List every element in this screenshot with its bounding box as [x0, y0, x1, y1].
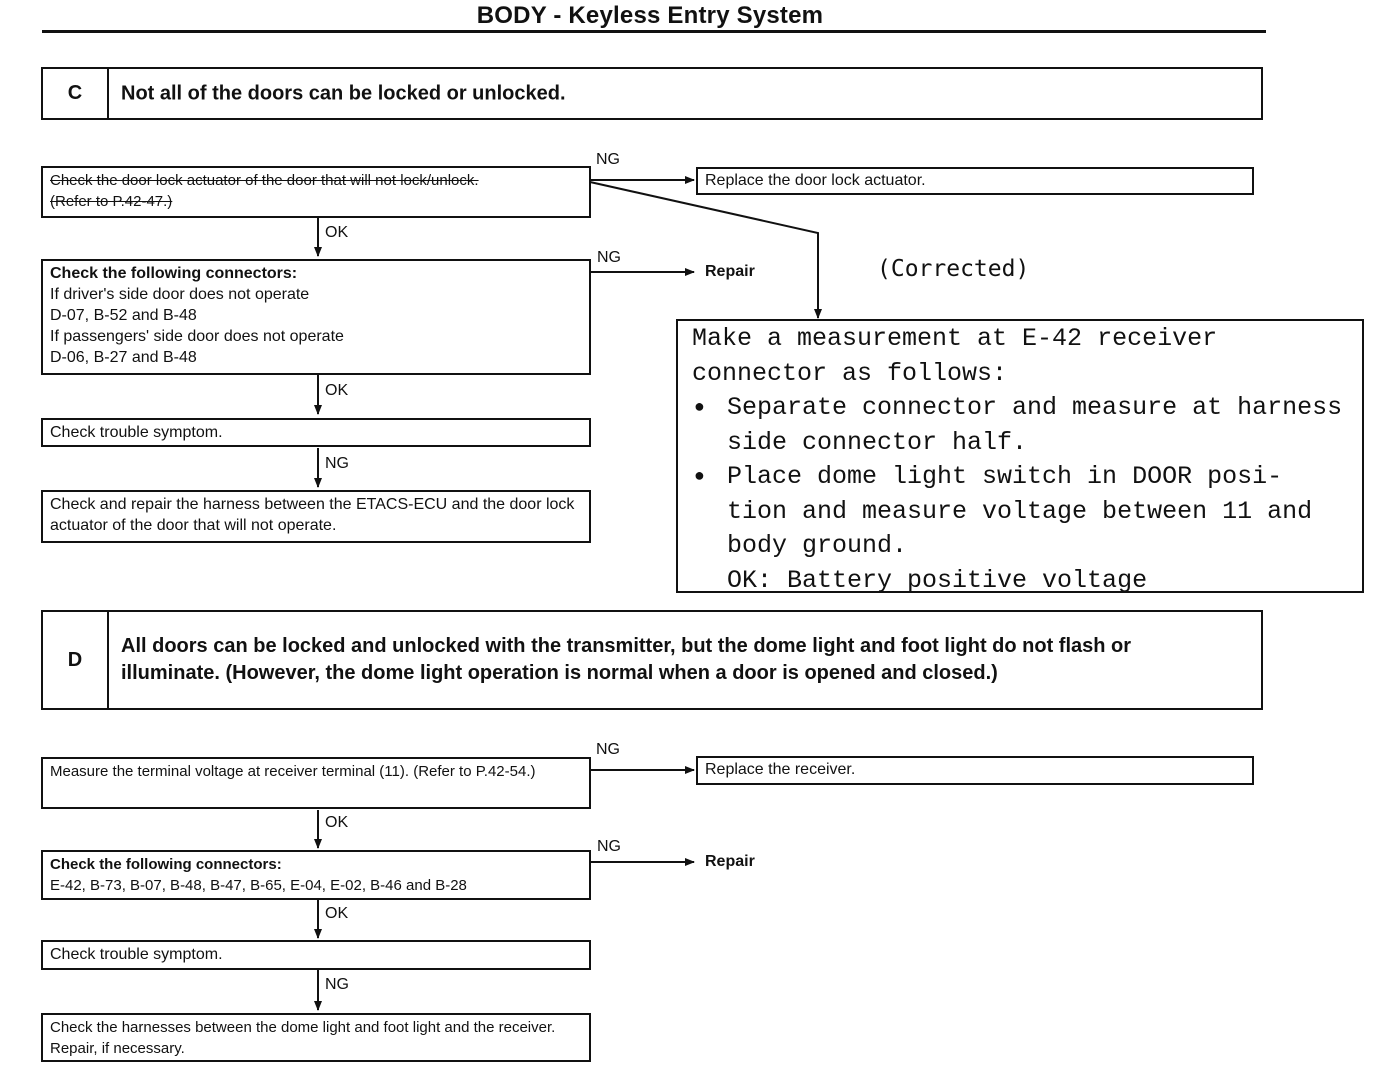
d-replace-receiver-box — [696, 756, 1254, 785]
page-title: BODY - Keyless Entry System — [476, 2, 824, 29]
c-repair-text: Repair — [705, 263, 755, 280]
d-ng2-label: NG — [597, 838, 621, 855]
corrected-ok-line: OK: Battery positive voltage — [727, 565, 1148, 595]
section-c-letter: C — [43, 69, 109, 118]
c-step1-line2: (Refer to P.42-47.) — [50, 193, 173, 210]
corrected-measurement-box — [676, 319, 1364, 593]
c-step4-box — [41, 490, 591, 543]
section-d-letter: D — [43, 612, 109, 708]
d-ng3-label: NG — [325, 976, 349, 993]
section-c-description: Not all of the doors can be locked or unlocked. — [121, 82, 566, 104]
c-step2-line3: If passengers' side door does not operate — [50, 328, 344, 345]
c-ng2-label: NG — [597, 249, 621, 266]
c-replace-actuator-box — [696, 167, 1254, 195]
d-step2-heading: Check the following connectors: — [50, 856, 282, 873]
c-step4-text: Check and repair the harness between the ETACS-ECU and the door lock actuator of the door that will not operate. — [50, 496, 575, 534]
c-step2-line1: If driver's side door does not operate — [50, 286, 310, 303]
section-d-description: All doors can be locked and unlocked with the transmitter, but the dome light and foot light do not flash or illuminate. (However, the dome light operation is normal when a door is opened and closed.) — [121, 635, 1132, 684]
d-step3-box — [41, 940, 591, 970]
corrected-bullets — [692, 391, 1350, 564]
corrected-line2: connector as follows: — [692, 358, 1008, 388]
c-step3-box — [41, 418, 591, 447]
c-ok2-label: OK — [325, 382, 349, 399]
c-ng1-label: NG — [596, 151, 620, 168]
d-step3-text: Check trouble symptom. — [50, 946, 223, 963]
corrected-tag: (Corrected) — [877, 256, 1030, 282]
c-step2-line4: D-06, B-27 and B-48 — [50, 349, 197, 366]
d-step2-box — [41, 850, 591, 900]
corrected-line1: Make a measurement at E-42 receiver — [692, 324, 1218, 353]
c-step1-box — [41, 166, 591, 218]
d-ng1-label: NG — [596, 741, 620, 758]
section-c-header — [41, 67, 1263, 120]
c-step2-heading: Check the following connectors: — [50, 265, 298, 282]
c-step2-box — [41, 259, 591, 375]
d-step2-line1: E-42, B-73, B-07, B-48, B-47, B-65, E-04, E-02, B-46 and B-28 — [50, 877, 467, 894]
d-repair-text: Repair — [705, 853, 755, 870]
d-step1-text: Measure the terminal voltage at receiver terminal (11). (Refer to P.42-54.) — [50, 763, 536, 780]
corrected-bullet2: ● Place dome light switch in DOOR posi- tion and measure voltage between 11 and body ground. — [692, 460, 1350, 564]
c-step3-text: Check trouble symptom. — [50, 424, 223, 441]
c-replace-actuator-text: Replace the door lock actuator. — [705, 172, 926, 189]
c-step2-line2: D-07, B-52 and B-48 — [50, 307, 197, 324]
d-ok1-label: OK — [325, 814, 349, 831]
c-ng3-label: NG — [325, 455, 349, 472]
arrow-c-ng1-corrected — [590, 182, 818, 318]
d-step1-box — [41, 757, 591, 809]
c-ok1-label: OK — [325, 224, 349, 241]
d-step4-text: Check the harnesses between the dome light and foot light and the receiver. Repair, if necessary. — [50, 1019, 556, 1057]
c-step1-line1: Check the door lock actuator of the door that will not lock/unlock. — [50, 172, 479, 189]
d-ok2-label: OK — [325, 905, 349, 922]
d-step4-box — [41, 1013, 591, 1062]
d-replace-receiver-text: Replace the receiver. — [705, 761, 856, 778]
corrected-bullet1: ● Separate connector and measure at harness side connector half. — [692, 391, 1350, 460]
section-d-header — [41, 610, 1263, 710]
